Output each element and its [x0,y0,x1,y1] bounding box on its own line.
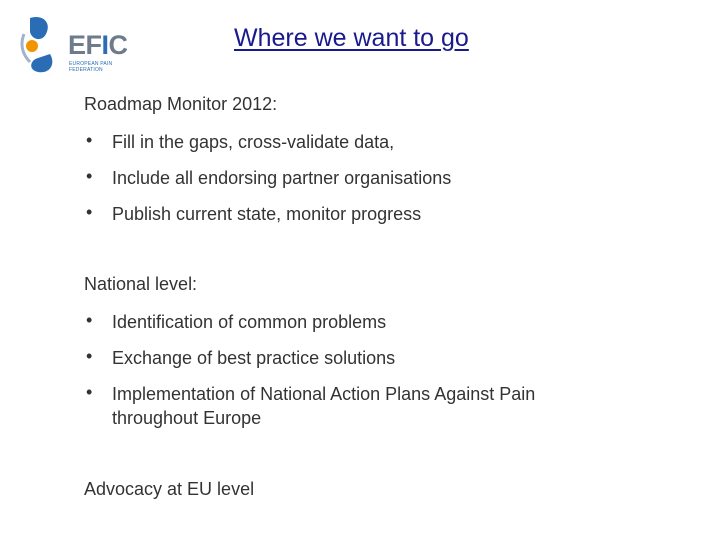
slide-title: Where we want to go [234,24,469,52]
bullet-icon: • [86,382,93,402]
bullet-icon: • [86,346,93,366]
bullet-text: Publish current state, monitor progress [112,204,422,224]
bullet-icon: • [86,310,93,330]
logo-wordmark: EFIC [68,30,128,60]
bullet-icon: • [86,166,93,186]
efic-logo [20,14,140,76]
efic-swirl-icon [20,14,66,76]
section-heading-national: National level: [84,274,198,294]
bullet-text: Identification of common problems [112,312,387,332]
bullet-text: Implementation of National Action Plans Against Pain [112,384,536,404]
section-heading-roadmap: Roadmap Monitor 2012: [84,94,278,114]
bullet-icon: • [86,202,93,222]
bullet-text: throughout Europe [112,408,262,428]
bullet-text: Fill in the gaps, cross-validate data, [112,132,395,152]
logo-tagline: EUROPEAN PAIN FEDERATION [69,61,113,73]
bullet-icon: • [86,130,93,150]
section-heading-advocacy: Advocacy at EU level [84,479,255,499]
bullet-text: Include all endorsing partner organisations [112,168,452,188]
bullet-text: Exchange of best practice solutions [112,348,396,368]
